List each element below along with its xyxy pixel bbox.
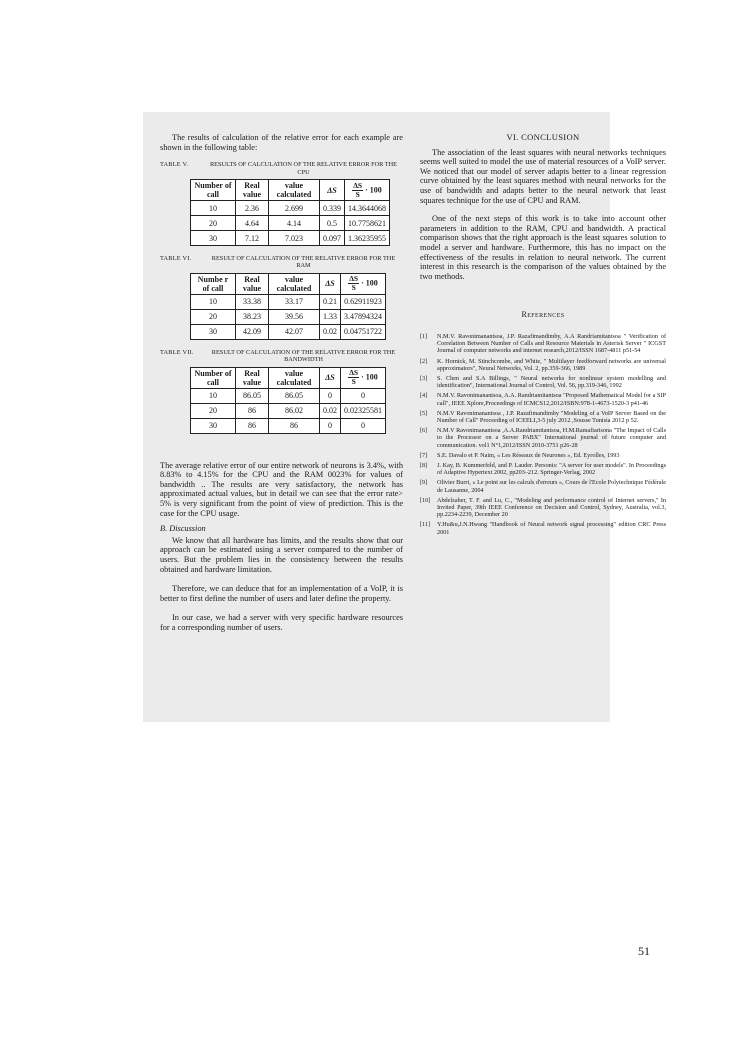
table-cell: 20 <box>191 309 236 324</box>
reference-number: [3] <box>420 374 428 382</box>
table-row <box>191 216 390 231</box>
table-row <box>191 309 386 324</box>
table-title: RESULT OF CALCULATION OF THE RELATIVE ERROR FOR THE BANDWIDTH <box>211 348 396 364</box>
table-row <box>191 388 386 403</box>
results-table <box>190 179 390 246</box>
table-header-cell: Numbe r of call <box>191 273 236 294</box>
reference-number: [6] <box>420 427 428 435</box>
discussion-paragraph-1: We know that all hardware has limits, and the results show that our approach can be estimated using a server compared to the number of users. But the problem lies in the consistency between the results obtained and hardware limitation. <box>160 535 403 574</box>
formula-denominator: S <box>351 283 356 293</box>
reference-item <box>420 479 666 493</box>
table-cell: 86 <box>236 418 269 433</box>
table-cell: 39.56 <box>269 309 320 324</box>
table-row <box>191 403 386 418</box>
reference-number: [4] <box>420 392 428 400</box>
left-column <box>160 133 403 633</box>
table-cell: 10.7758621 <box>345 216 390 231</box>
reference-text: N.M.V Ravonimanantsoa ,A.A.Randriamitantsoa, H.M.Ramafiarisona "The Impact of Calls to the Processor on a Server PABX" International journal of future computer and communication. vol1 N°1,2012/ISSN 2010-3751 p26-28 <box>437 427 666 449</box>
table-cell: 1.36235955 <box>345 231 390 246</box>
table-cell: 10 <box>191 294 236 309</box>
formula-factor: 100 <box>365 372 378 382</box>
table-cell: 86.02 <box>269 403 320 418</box>
table-header-cell: value calculated <box>269 273 320 294</box>
table-cell: 42.07 <box>269 324 320 339</box>
table-cell: 30 <box>191 324 236 339</box>
reference-item <box>420 427 666 449</box>
table-header-cell: ΔS <box>320 273 341 294</box>
reference-text: Y.Hu&u,J.N.Hwang "Handbook of Neural network signal processing" edition CRC Press 2001 <box>437 521 666 536</box>
reference-text: Olivier Burri, « Le point sur les calculs d'erreurs », Cours de l'Ecole Polytechnique Fédérale de Lausanne, 2004 <box>437 479 666 494</box>
table-cell: 30 <box>191 418 236 433</box>
reference-item <box>420 462 666 476</box>
reference-text: J. Kay, B. Kummerfeld, and P. Lauder. Personis: "A server for user models". In Proceedings of Adaptive Hypertext 2002, pp203–212. Springer-Verlag, 2002 <box>437 461 666 477</box>
table-cell: 14.3644068 <box>345 201 390 216</box>
table-label: TABLE VI. <box>160 255 192 262</box>
table-cell: 0.04751722 <box>341 324 386 339</box>
table-cell: 20 <box>191 216 236 231</box>
conclusion-paragraph-2: One of the next steps of this work is to take into account other parameters in addition to the RAM, CPU and bandwidth. A practical comparison shows that the right approach is the least squares solution to model a server and hardware. Furthermore, this has no impact on the effectiveness of the results in relation to neural network. The current interest in this research is the comparison of the values obtained by the two methods. <box>420 214 666 281</box>
table-cell: 4.14 <box>269 216 320 231</box>
table-header-cell: value calculated <box>269 367 320 388</box>
table-header-row <box>191 273 386 294</box>
table-cell: 86 <box>236 403 269 418</box>
results-table <box>190 273 386 340</box>
table-header-cell: value calculated <box>269 180 320 201</box>
table-cell: 3.47894324 <box>341 309 386 324</box>
reference-item <box>420 452 666 459</box>
reference-text: S. Chen and S.A Billings, " Neural networks for nonlinear system modelling and identification", International Journal of Control, Vol. 56, pp.319-346, 1992 <box>437 374 666 390</box>
table-cell: 0.21 <box>320 294 341 309</box>
table-header-cell: Number of call <box>191 180 236 201</box>
table-header-cell: Real value <box>236 273 269 294</box>
right-column <box>420 133 666 539</box>
table-title: RESULT OF CALCULATION OF THE RELATIVE ERROR FOR THE RAM <box>211 255 396 270</box>
table-cell: 86.05 <box>236 388 269 403</box>
table-row <box>191 418 386 433</box>
table-cell: 86.05 <box>269 388 320 403</box>
reference-item <box>420 392 666 406</box>
reference-item <box>420 375 666 389</box>
conclusion-paragraph-1: The association of the least squares with neural networks techniques seems well suited to model the use of material resources of a VoIP server. We noticed that our model of server adapts better to a linear regression curve obtained by the least squares method with neural networks for the use of bandwidth and adapts better to the neural network that least squares technique for the use of CPU and RAM. <box>420 147 666 205</box>
reference-number: [10] <box>420 496 431 504</box>
formula-numerator: ΔS <box>349 274 359 284</box>
table-cell: 2.36 <box>236 201 269 216</box>
formula-factor: 100 <box>369 184 382 194</box>
table-cell: 0.5 <box>320 216 345 231</box>
table-cell: 0 <box>341 388 386 403</box>
reference-number: [7] <box>420 451 428 459</box>
table-cell: 33.17 <box>269 294 320 309</box>
table-cell: 7.12 <box>236 231 269 246</box>
formula-denominator: S <box>351 377 356 387</box>
reference-item <box>420 410 666 424</box>
table-header-row <box>191 367 386 388</box>
results-table <box>190 367 386 434</box>
table-header-cell: $\frac{\Delta S}{S}$ · 100 <box>341 273 386 294</box>
references-list <box>420 333 666 536</box>
table-header-cell: Real value <box>236 180 269 201</box>
table-cell: 33.38 <box>236 294 269 309</box>
table-cell: 0 <box>320 418 341 433</box>
reference-number: [5] <box>420 409 428 417</box>
tables-container <box>160 161 403 433</box>
table-header-row <box>191 180 390 201</box>
table-cell: 0 <box>341 418 386 433</box>
reference-number: [1] <box>420 332 428 340</box>
table-cell: 0.339 <box>320 201 345 216</box>
table-cell: 86 <box>269 418 320 433</box>
table-cell: 0.02 <box>320 403 341 418</box>
table-cell: 7.023 <box>269 231 320 246</box>
table-cell: 0 <box>320 388 341 403</box>
references-heading: References <box>521 310 565 320</box>
reference-text: Abdelzaher, T. F. and Lu, C., "Modeling and performance control of Internet servers," In Invited Paper, 39th IEEE Conference on Decision and Control, Sydney, Australia, vol.3, pp.2234-2239, December 20 <box>437 496 666 519</box>
reference-text: N.M.V. Ravonimanantsoa, J.P. Razafimandimby, A.A Randriamitantsoa " Verification of Correlation Between Number of Calls and Resource Materials in Asterisk Server " ICGST Journal of computer networks and internet research,2012/ISSN 1687-4811 p51-54 <box>437 332 666 355</box>
table-header-cell: Real value <box>236 367 269 388</box>
table-header-cell: Number of call <box>191 367 236 388</box>
table-row <box>191 324 386 339</box>
reference-text: K. Hornick, M. Stinchcombe, and White, " Multilayer feedforward networks are universal approximators", Neural Networks, Vol. 2, pp.359-366, 1989 <box>437 357 666 372</box>
table-header-cell: ΔS <box>320 367 341 388</box>
table-row <box>191 231 390 246</box>
table-cell: 0.097 <box>320 231 345 246</box>
results-paragraph: The average relative error of our entire network of neurons is 3.4%, with 8.83% to 4.15% for the CPU and the RAM 0023% for values of bandwidth .. The results are very satisfactory, the network has approximated actual values, but in detail we can see that the error rate> 5% is very significant from the point of view of prediction. This is the case for the CPU usage. <box>160 460 403 518</box>
table-header-cell: $\frac{\Delta S}{S}$ · 100 <box>345 180 390 201</box>
table-row <box>191 294 386 309</box>
table-cell: 4.64 <box>236 216 269 231</box>
table-caption <box>160 161 403 176</box>
table-header-cell: ΔS <box>320 180 345 201</box>
reference-number: [9] <box>420 479 428 487</box>
reference-text: N.M.V. Ravonimanantsoa, A.A. Randriamitantsoa "Proposed Mathematical Model for a SIP call", IEEE Xplore,Proceedings of ICMCS12,2012/ISBN:978-1-4673-1520-3 p41-46 <box>437 392 666 407</box>
table-cell: 0.02 <box>320 324 341 339</box>
table-cell: 0.62911923 <box>341 294 386 309</box>
reference-text: N.M.V Ravonimanantsoa , J.P. Razafimandimby "Modeling of a VoIP Server Based on the Number of Call" Proceeding of ICEELI,3-5 july 2012 ,Sousse Tunisia 2012 p 52. <box>437 409 666 424</box>
discussion-paragraph-2: Therefore, we can deduce that for an implementation of a VoIP, it is better to first define the number of users and later define the property. <box>160 584 403 603</box>
formula-denominator: S <box>355 189 360 199</box>
reference-item <box>420 521 666 535</box>
table-cell: 2.699 <box>269 201 320 216</box>
discussion-heading: B. Discussion <box>160 524 206 534</box>
table-cell: 20 <box>191 403 236 418</box>
table-cell: 42.09 <box>236 324 269 339</box>
table-label: TABLE V. <box>160 161 189 169</box>
reference-number: [11] <box>420 521 431 529</box>
page-number: 51 <box>638 944 650 958</box>
table-cell: 38.23 <box>236 309 269 324</box>
intro-paragraph: The results of calculation of the relative error for each example are shown in the following table: <box>160 133 403 152</box>
reference-item <box>420 333 666 355</box>
table-title: RESULTS OF CALCULATION OF THE RELATIVE ERROR FOR THE CPU <box>209 161 398 176</box>
discussion-paragraph-3: In our case, we had a server with very specific hardware resources for a corresponding number of users. <box>160 613 403 632</box>
reference-item <box>420 497 666 519</box>
table-cell: 0.02325581 <box>341 403 386 418</box>
table-header-cell: $\frac{\Delta S}{S}$ · 100 <box>341 367 386 388</box>
table-cell: 10 <box>191 201 236 216</box>
formula-numerator: ΔS <box>349 368 359 378</box>
table-label: TABLE VII. <box>160 348 194 356</box>
formula-factor: 100 <box>365 278 378 288</box>
table-cell: 30 <box>191 231 236 246</box>
table-row <box>191 201 390 216</box>
formula-numerator: ΔS <box>353 180 363 190</box>
reference-number: [2] <box>420 357 428 365</box>
table-caption <box>160 255 403 270</box>
conclusion-heading: VI. CONCLUSION <box>506 132 580 142</box>
reference-number: [8] <box>420 461 428 469</box>
table-caption <box>160 349 403 364</box>
reference-item <box>420 358 666 372</box>
table-cell: 1.33 <box>320 309 341 324</box>
table-cell: 10 <box>191 388 236 403</box>
reference-text: S.E. Davalo et P. Naim, « Les Réseaux de Neurones », Ed. Eyrolles, 1993 <box>437 451 620 459</box>
